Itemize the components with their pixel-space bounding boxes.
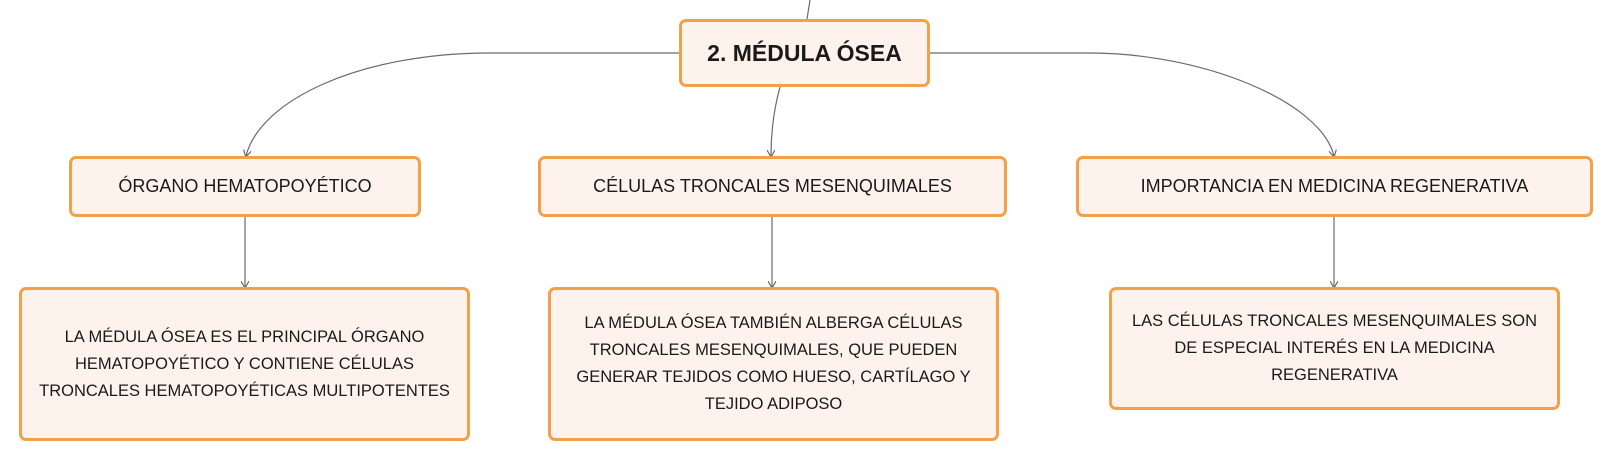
subtopic-celulas-troncales-detail[interactable] [548, 287, 999, 441]
connector-root-to-importancia [930, 53, 1334, 156]
incoming-connector [807, 0, 810, 19]
subtopic-text: LA MÉDULA ÓSEA ES EL PRINCIPAL ÓRGANO HEMATOPOYÉTICO Y CONTIENE CÉLULAS TRONCALES HEMATOPOYÉTICAS MULTIPOTENTES [39, 327, 450, 400]
root-topic-label: 2. MÉDULA ÓSEA [707, 39, 902, 66]
subtopic-organo-hematopoyetico-detail[interactable] [19, 287, 470, 441]
connector-root-to-celulas [771, 87, 780, 156]
topic-label: ÓRGANO HEMATOPOYÉTICO [118, 176, 372, 196]
subtopic-medicina-regenerativa-detail[interactable] [1109, 287, 1560, 410]
subtopic-text: LAS CÉLULAS TRONCALES MESENQUIMALES SON DE ESPECIAL INTERÉS EN LA MEDICINA REGENERATIVA [1132, 312, 1537, 384]
topic-organo-hematopoyetico[interactable] [69, 156, 421, 217]
topic-importancia-medicina-regenerativa[interactable] [1076, 156, 1593, 217]
subtopic-text: LA MÉDULA ÓSEA TAMBIÉN ALBERGA CÉLULAS TRONCALES MESENQUIMALES, QUE PUEDEN GENERAR TEJIDOS COMO HUESO, CARTÍLAGO Y TEJIDO ADIPOSO [576, 314, 971, 413]
topic-label: IMPORTANCIA EN MEDICINA REGENERATIVA [1140, 176, 1529, 196]
topic-celulas-troncales-mesenquimales[interactable] [538, 156, 1007, 217]
topic-label: CÉLULAS TRONCALES MESENQUIMALES [593, 176, 952, 196]
root-topic-medula-osea[interactable] [679, 19, 930, 87]
connector-root-to-organo [246, 53, 679, 156]
